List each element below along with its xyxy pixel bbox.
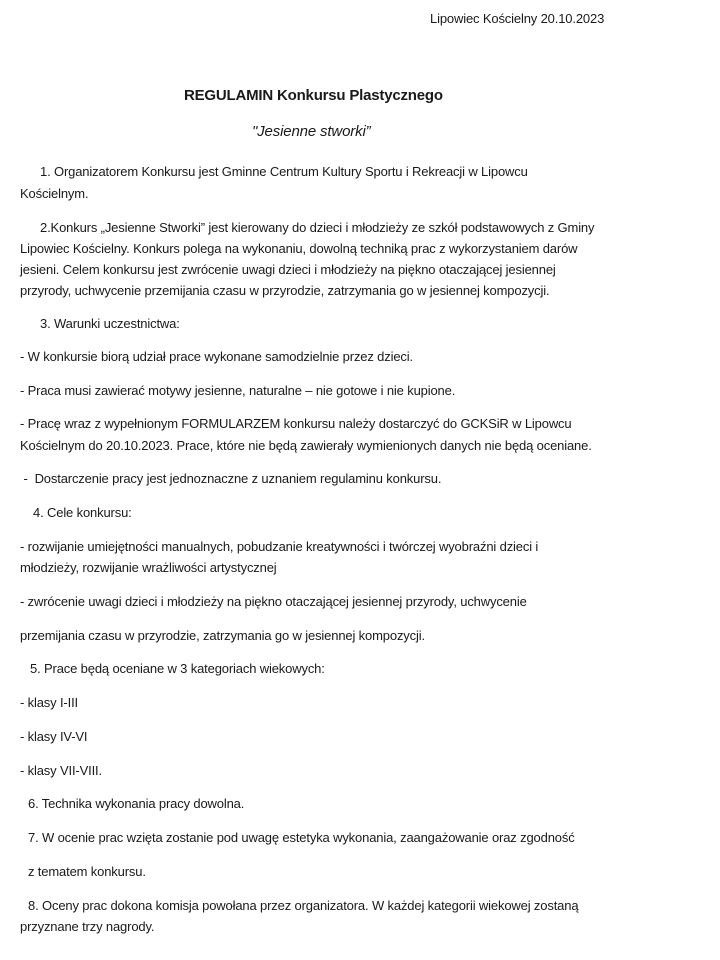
rule-4-heading: 4. Cele konkursu: <box>33 505 132 520</box>
category-item-2: - klasy IV-VI <box>20 729 88 744</box>
document-title: REGULAMIN Konkursu Plastycznego <box>184 87 443 104</box>
rule-8-line-2: przyznane trzy nagrody. <box>20 919 155 934</box>
rule-2-line-1: 2.Konkurs „Jesienne Stworki” jest kierowany do dzieci i młodzieży ze szkół podstawowych z Gminy <box>40 220 595 235</box>
rule-3-item-2: - Praca musi zawierać motywy jesienne, naturalne – nie gotowe i nie kupione. <box>20 383 456 398</box>
rule-3-item-1: - W konkursie biorą udział prace wykonane samodzielnie przez dzieci. <box>20 349 413 364</box>
category-item-3: - klasy VII-VIII. <box>20 763 102 778</box>
rule-1-line-1: 1. Organizatorem Konkursu jest Gminne Centrum Kultury Sportu i Rekreacji w Lipowcu <box>40 164 528 179</box>
rule-7-line-1: 7. W ocenie prac wzięta zostanie pod uwagę estetyka wykonania, zaangażowanie oraz zgodność <box>28 830 575 845</box>
category-item-1: - klasy I-III <box>20 695 78 710</box>
rule-8-line-1: 8. Oceny prac dokona komisja powołana przez organizatora. W każdej kategorii wiekowej zostaną <box>28 898 579 913</box>
rule-6: 6. Technika wykonania pracy dowolna. <box>28 796 245 811</box>
place-and-date: Lipowiec Kościelny 20.10.2023 <box>430 11 605 26</box>
rule-3-item-3-line-2: Kościelnym do 20.10.2023. Prace, które nie będą zawierały wymienionych danych nie będą oceniane. <box>20 438 592 453</box>
rule-3-item-4: - Dostarczenie pracy jest jednoznaczne z uznaniem regulaminu konkursu. <box>20 471 442 486</box>
contest-name: "Jesienne stworki” <box>252 123 371 140</box>
rule-5-heading: 5. Prace będą oceniane w 3 kategoriach wiekowych: <box>30 661 325 676</box>
rule-3-heading: 3. Warunki uczestnictwa: <box>40 316 180 331</box>
rule-4-item-2-line-2: przemijania czasu w przyrodzie, zatrzymania go w jesiennej kompozycji. <box>20 628 425 643</box>
rule-4-item-1-line-2: młodzieży, rozwijanie wrażliwości artystycznej <box>20 560 277 575</box>
rule-4-item-2-line-1: - zwrócenie uwagi dzieci i młodzieży na piękno otaczającej jesiennej przyrody, uchwycenie <box>20 594 527 609</box>
rule-4-item-1-line-1: - rozwijanie umiejętności manualnych, pobudzanie kreatywności i twórczej wyobraźni dzieci i <box>20 539 539 554</box>
rule-3-item-3-line-1: - Pracę wraz z wypełnionym FORMULARZEM konkursu należy dostarczyć do GCKSiR w Lipowcu <box>20 416 572 431</box>
rule-2-line-2: Lipowiec Kościelny. Konkurs polega na wykonaniu, dowolną techniką prac z wykorzystaniem darów <box>20 241 578 256</box>
rule-7-line-2: z tematem konkursu. <box>28 864 146 879</box>
rule-1-line-2: Kościelnym. <box>20 186 89 201</box>
rule-2-line-4: przyrody, uchwycenie przemijania czasu w przyrodzie, zatrzymania go w jesiennej kompozycji. <box>20 283 550 298</box>
rule-2-line-3: jesieni. Celem konkursu jest zwrócenie uwagi dzieci i młodzieży na piękno otaczającej jesiennej <box>20 262 556 277</box>
